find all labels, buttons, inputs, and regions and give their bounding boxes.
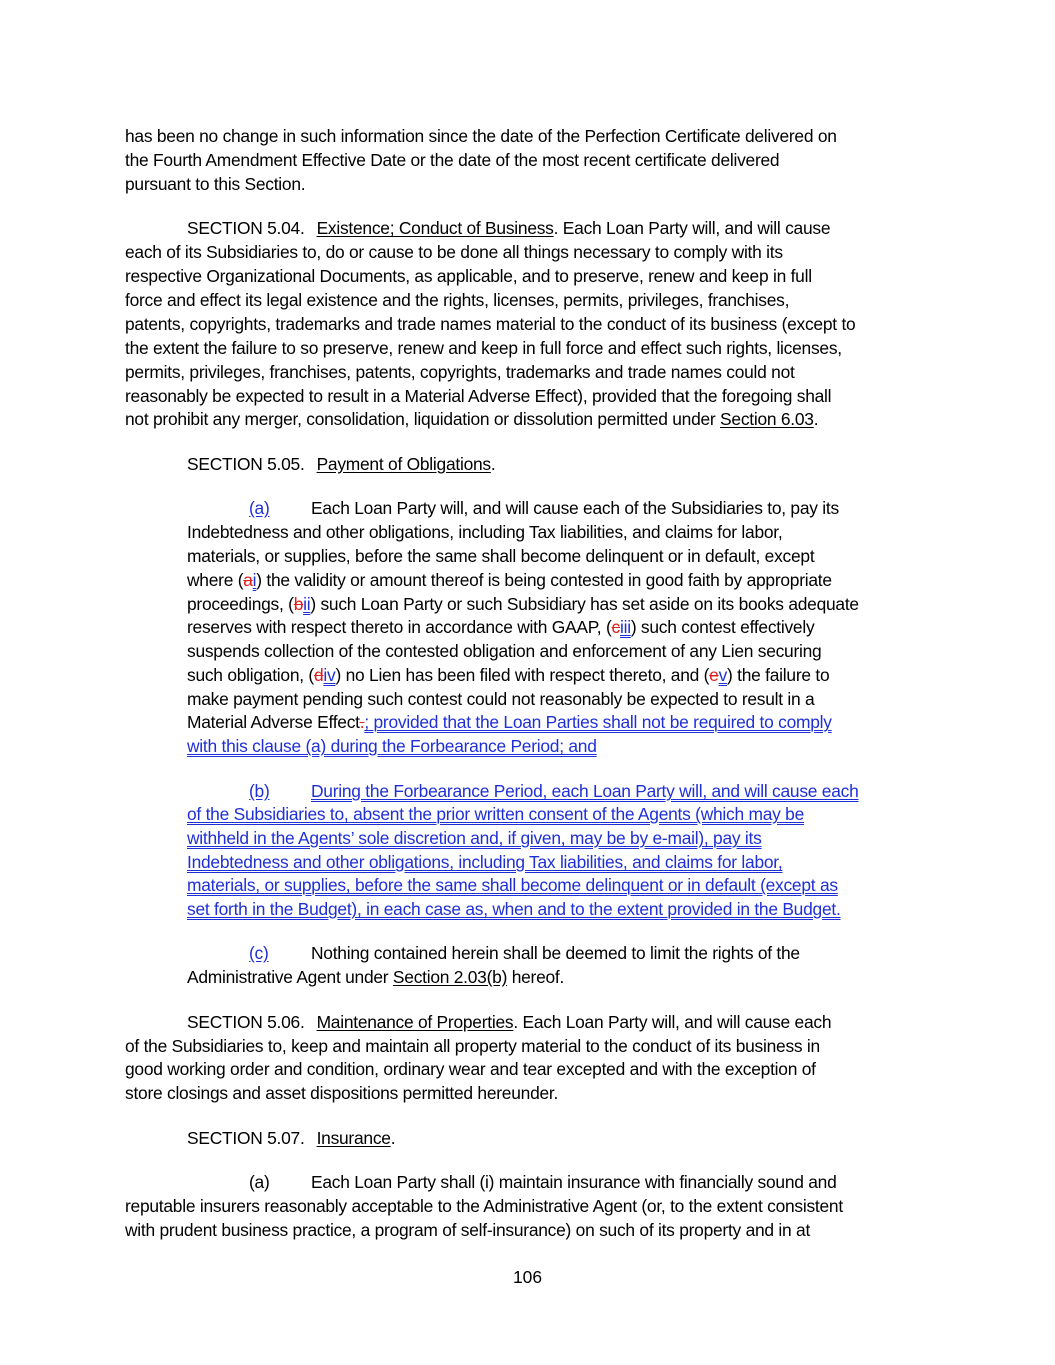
- clause-b-line: [187, 826, 762, 850]
- clause-c-label: (c): [249, 943, 269, 963]
- text: ) no Lien has been filed with respect thereto, and (: [335, 665, 710, 685]
- clause-a-line: Indebtedness and other obligations, including Tax liabilities, and claims for labor,: [187, 522, 783, 542]
- section-506-line: store closings and asset dispositions permitted hereunder.: [125, 1083, 559, 1103]
- inserted-text: with this clause (a) during the Forbearance Period; and: [187, 736, 597, 756]
- clause-a-line: suspends collection of the contested obligation and enforcement of any Lien securing: [187, 641, 822, 661]
- text: hereof.: [507, 967, 565, 987]
- inserted-text: materials, or supplies, before the same shall become delinquent or in default (except as: [187, 875, 838, 895]
- section-505-title: Payment of Obligations: [316, 454, 491, 474]
- section-504-line: respective Organizational Documents, as applicable, and to preserve, renew and keep in full: [125, 266, 812, 286]
- page-number: 106: [512, 1267, 542, 1287]
- clause-b-line: [187, 897, 841, 921]
- period: .: [390, 1128, 396, 1148]
- intro-line-3: pursuant to this Section.: [125, 174, 306, 194]
- clause-a-line: [187, 592, 859, 616]
- text: where (: [187, 570, 244, 590]
- inserted-text: ; provided that the Loan Parties shall not be required to comply: [364, 712, 832, 732]
- section-507-title: Insurance: [316, 1128, 391, 1148]
- period: .: [813, 409, 819, 429]
- clause-c-line-2: [187, 965, 564, 989]
- text: ) the failure to: [727, 665, 830, 685]
- section-507-line: reputable insurers reasonably acceptable to the Administrative Agent (or, to the extent consistent: [125, 1196, 843, 1216]
- section-505-number: SECTION 5.05.: [187, 454, 305, 474]
- clause-a-line: [187, 615, 814, 639]
- inserted-text: v: [718, 665, 728, 685]
- section-507-a-label: (a): [249, 1172, 270, 1192]
- text: Administrative Agent under: [187, 967, 393, 987]
- deleted-text: c: [611, 617, 620, 637]
- section-506-heading: [125, 1010, 831, 1034]
- inserted-text: Indebtedness and other obligations, including Tax liabilities, and claims for labor,: [187, 852, 783, 872]
- text: proceedings, (: [187, 594, 294, 614]
- inserted-text: withheld in the Agents’ sole discretion and, if given, may be by e-mail), pay its: [187, 828, 762, 848]
- deleted-text: d: [313, 665, 324, 685]
- section-504-line: each of its Subsidiaries to, do or cause to be done all things necessary to comply with its: [125, 242, 783, 262]
- text: reserves with respect thereto in accordance with GAAP, (: [187, 617, 612, 637]
- section-504-line: patents, copyrights, trademarks and trade names material to the conduct of its business (except to: [125, 314, 856, 334]
- section-506-title: Maintenance of Properties: [316, 1012, 514, 1032]
- period: .: [490, 454, 496, 474]
- inserted-text: iii: [619, 617, 631, 637]
- section-507-a-text: Each Loan Party shall (i) maintain insurance with financially sound and: [311, 1172, 837, 1192]
- deleted-text: a: [243, 570, 253, 590]
- section-504-heading: [125, 216, 830, 240]
- inserted-text: set forth in the Budget), in each case as, when and to the extent provided in the Budget.: [187, 899, 841, 919]
- section-506-line: good working order and condition, ordinary wear and tear excepted and with the exception of: [125, 1059, 816, 1079]
- section-504-line: reasonably be expected to result in a Material Adverse Effect), provided that the foregoing shall: [125, 386, 832, 406]
- inserted-text: of the Subsidiaries to, absent the prior written consent of the Agents (which may be: [187, 804, 805, 824]
- section-504-number: SECTION 5.04.: [187, 218, 305, 238]
- section-506-number: SECTION 5.06.: [187, 1012, 305, 1032]
- inserted-text: iv: [323, 665, 336, 685]
- intro-line-1: has been no change in such information since the date of the Perfection Certificate delivered on: [125, 126, 837, 146]
- deleted-text: e: [709, 665, 719, 685]
- section-507-heading: [187, 1126, 395, 1150]
- section-504-last-text: not prohibit any merger, consolidation, liquidation or dissolution permitted under: [125, 409, 721, 429]
- text: ) such Loan Party or such Subsidiary has set aside on its books adequate: [310, 594, 859, 614]
- clause-a-label: (a): [249, 498, 270, 518]
- clause-a-text: Each Loan Party will, and will cause each of the Subsidiaries to, pay its: [311, 498, 839, 518]
- inserted-text: i: [252, 570, 257, 590]
- intro-line-2: the Fourth Amendment Effective Date or the date of the most recent certificate delivered: [125, 150, 780, 170]
- section-506-line: of the Subsidiaries to, keep and maintain all property material to the conduct of its business in: [125, 1036, 820, 1056]
- inserted-text: During the Forbearance Period, each Loan Party will, and will cause each: [311, 781, 859, 801]
- deleted-text: b: [293, 594, 304, 614]
- clause-b-label: (b): [249, 781, 270, 801]
- clause-a-line: [187, 568, 832, 592]
- section-6-03-reference: Section 6.03: [720, 409, 814, 429]
- clause-b-line-1: [187, 779, 859, 803]
- section-504-line: permits, privileges, franchises, patents, copyrights, trademarks and trade names could not: [125, 362, 795, 382]
- section-504-title: Existence; Conduct of Business: [316, 218, 554, 238]
- text: such obligation, (: [187, 665, 314, 685]
- inserted-text: ii: [303, 594, 311, 614]
- clause-a-line: [187, 734, 597, 758]
- section-2-03b-reference: Section 2.03(b): [392, 967, 508, 987]
- clause-a-line: [187, 663, 829, 687]
- section-507-line: with prudent business practice, a program of self-insurance) on such of its property and in at: [125, 1220, 811, 1240]
- section-505-heading: [187, 452, 495, 476]
- text: ) the validity or amount thereof is being contested in good faith by appropriate: [256, 570, 832, 590]
- section-504-last-line: [125, 407, 818, 431]
- section-507-number: SECTION 5.07.: [187, 1128, 305, 1148]
- section-504-line: force and effect its legal existence and the rights, licenses, permits, privileges, franchises,: [125, 290, 790, 310]
- clause-a-line: make payment pending such contest could not reasonably be expected to result in a: [187, 689, 815, 709]
- clause-a-line-1: [187, 496, 839, 520]
- deleted-text: .: [359, 712, 365, 732]
- clause-b-line: [187, 802, 804, 826]
- section-506-line-1-rest: . Each Loan Party will, and will cause each: [513, 1012, 832, 1032]
- text: ) such contest effectively: [630, 617, 815, 637]
- section-504-line-1-rest: . Each Loan Party will, and will cause: [553, 218, 831, 238]
- clause-c-line-1: [187, 941, 800, 965]
- section-507-a-line-1: [125, 1170, 837, 1194]
- clause-b-line: [187, 873, 838, 897]
- clause-a-line: [187, 710, 832, 734]
- section-504-line: the extent the failure to so preserve, renew and keep in full force and effect such rights, licenses,: [125, 338, 842, 358]
- clause-b-line: [187, 850, 782, 874]
- clause-a-line: materials, or supplies, before the same shall become delinquent or in default, except: [187, 546, 815, 566]
- clause-c-text: Nothing contained herein shall be deemed to limit the rights of the: [311, 943, 800, 963]
- text: Material Adverse Effect: [187, 712, 360, 732]
